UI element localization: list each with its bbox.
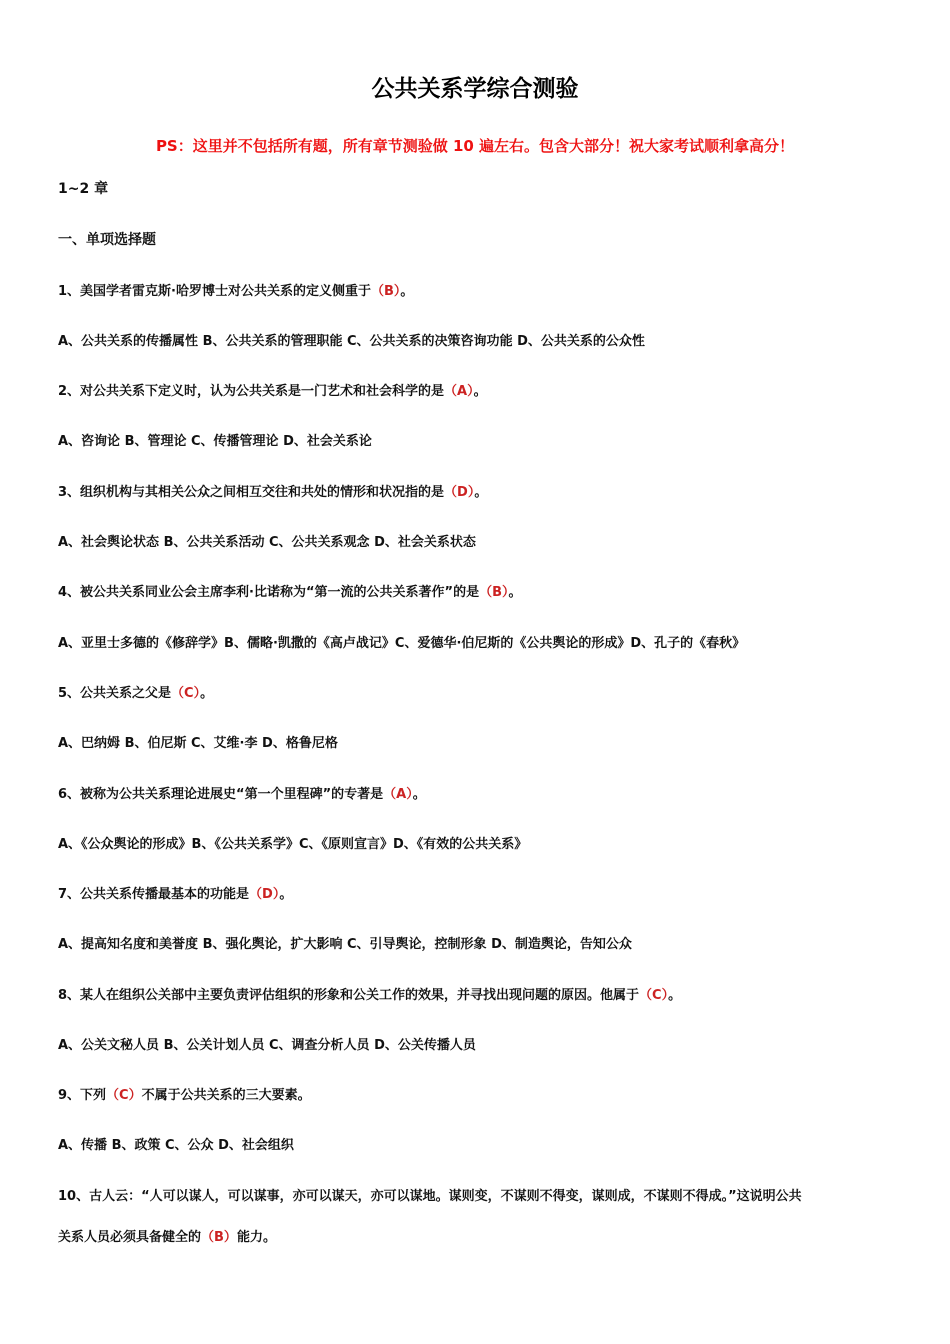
question-10-line-1: 10、古人云：“人可以谋人，可以谋事，亦可以谋天，亦可以谋地。谋则变，不谋则不得变，谋则成，不谋则不得成。”这说明公共 [58,1189,802,1204]
answer-mark: （A） [383,787,413,802]
question-text-end: 能力。 [236,1230,276,1245]
question-text: 6、被称为公共关系理论进展史“第一个里程碑”的专著是 [58,787,384,802]
answer-mark: （D） [249,887,280,902]
options-3: A、社会舆论状态 B、公共关系活动 C、公共关系观念 D、社会关系状态 [58,535,476,550]
answer-mark: （C） [171,686,201,701]
question-5 [58,683,898,705]
options-9: A、传播 B、政策 C、公众 D、社会组织 [58,1138,294,1153]
question-7 [58,884,898,906]
question-3 [58,482,898,504]
question-text-end: 。 [473,384,487,399]
answer-mark: （D） [444,485,475,500]
question-10-line-2 [58,1227,898,1249]
options-7: A、提高知名度和美誉度 B、强化舆论，扩大影响 C、引导舆论，控制形象 D、制造舆论，告知公众 [58,937,632,952]
options-6: A、《公众舆论的形成》B、《公共关系学》C、《原则宣言》D、《有效的公共关系》 [58,837,528,852]
question-text: 4、被公共关系同业公会主席李利·比诺称为“第一流的公共关系著作”的是 [58,585,480,600]
question-text-end: 。 [668,988,682,1003]
question-2 [58,381,898,403]
question-text: 7、公共关系传播最基本的功能是 [58,887,250,902]
section-heading: 一、单项选择题 [58,232,156,248]
question-text-end: 。 [279,887,293,902]
question-text: 9、下列 [58,1088,107,1103]
answer-mark: （B） [479,585,509,600]
options-1: A、公共关系的传播属性 B、公共关系的管理职能 C、公共关系的决策咨询功能 D、公共关系的公众性 [58,334,645,349]
document-title: 公共关系学综合测验 [371,76,579,102]
answer-mark: （B） [370,284,401,299]
ps-note: PS：这里并不包括所有题，所有章节测验做 10 遍左右。包含大部分！祝大家考试顺利拿高分！ [155,137,795,155]
question-9 [58,1085,898,1107]
question-6 [58,784,898,806]
question-text: 3、组织机构与其相关公众之间相互交往和共处的情形和状况指的是 [58,485,445,500]
options-8: A、公关文秘人员 B、公关计划人员 C、调查分析人员 D、公关传播人员 [58,1038,476,1053]
question-text-end: 。 [400,284,414,299]
answer-mark: （C） [106,1088,142,1103]
question-text: 1、美国学者雷克斯·哈罗博士对公共关系的定义侧重于 [58,284,371,299]
options-2: A、咨询论 B、管理论 C、传播管理论 D、社会关系论 [58,434,372,449]
question-text: 5、公共关系之父是 [58,686,172,701]
question-text-end: 。 [200,686,214,701]
question-text-end: 。 [412,787,426,802]
question-1 [58,281,898,303]
answer-mark: （C） [639,988,669,1003]
answer-mark: （A） [444,384,474,399]
question-text-end: 。 [508,585,522,600]
question-8 [58,985,898,1007]
options-4: A、亚里士多德的《修辞学》B、儒略·凯撒的《高卢战记》C、爱德华·伯尼斯的《公共舆论的形成》D、孔子的《春秋》 [58,636,746,651]
chapter-heading: 1~2 章 [58,181,109,197]
question-text-end: 不属于公共关系的三大要素。 [141,1088,311,1103]
question-text: 关系人员必须具备健全的 [58,1230,202,1245]
question-text: 2、对公共关系下定义时，认为公共关系是一门艺术和社会科学的是 [58,384,445,399]
question-text-end: 。 [474,485,488,500]
question-text: 8、某人在组织公关部中主要负责评估组织的形象和公关工作的效果，并寻找出现问题的原因。他属于 [58,988,640,1003]
options-5: A、巴纳姆 B、伯尼斯 C、艾维·李 D、格鲁尼格 [58,736,338,751]
answer-mark: （B） [201,1230,237,1245]
question-4 [58,582,898,604]
